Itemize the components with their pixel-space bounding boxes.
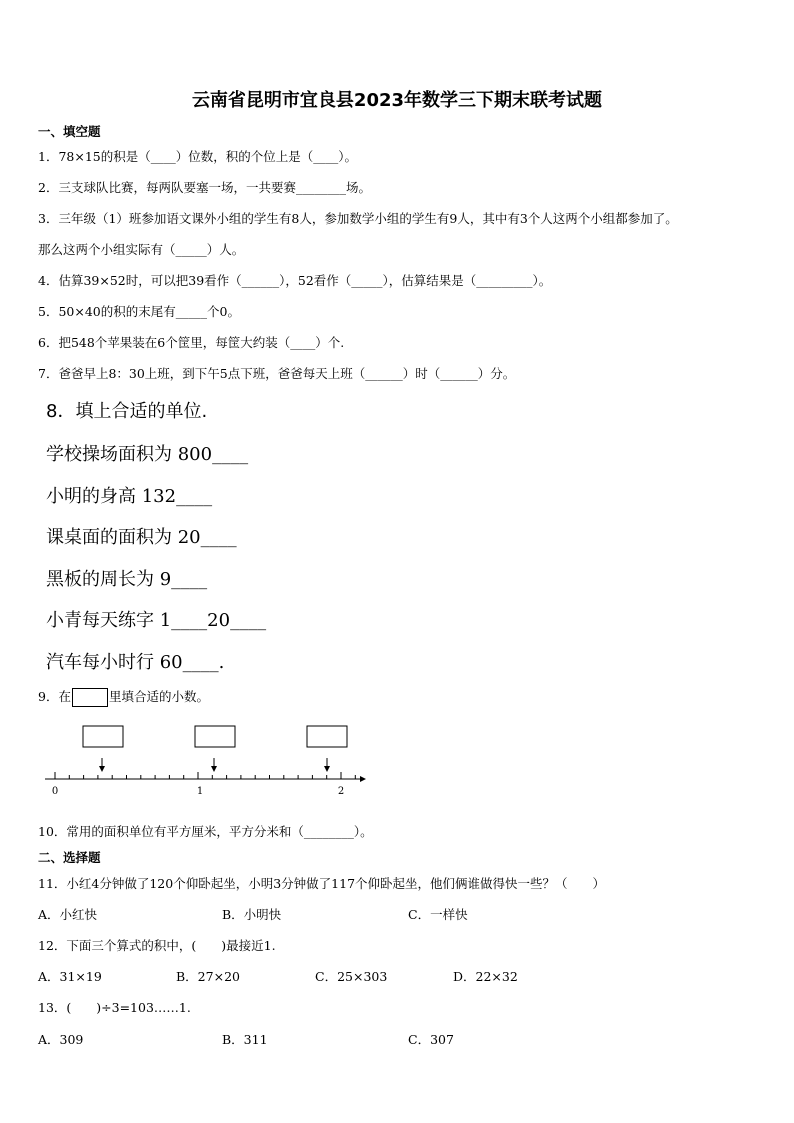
question-7: 7．爸爸早上8：30上班，到下午5点下班，爸爸每天上班（______）时（______）分。 [38, 366, 516, 381]
answer-box-3 [307, 726, 347, 747]
arrow-head-3 [324, 766, 330, 772]
q13-option-b: B．311 [222, 1032, 268, 1047]
axis-arrow-icon [360, 776, 366, 782]
q8-line-3: 课桌面的面积为 20____ [46, 527, 237, 548]
arrow-head-1 [99, 766, 105, 772]
tick-label-0: 0 [51, 786, 59, 797]
answer-box-1 [83, 726, 123, 747]
question-3-line-2: 那么这两个小组实际有（_____）人。 [38, 242, 245, 257]
question-12: 12．下面三个算式的积中，( )最接近1. [38, 938, 276, 953]
q12-option-a: A．31×19 [38, 969, 102, 984]
q12-option-b: B．27×20 [176, 969, 240, 984]
question-13: 13．( )÷3=103……1. [38, 1000, 191, 1015]
tick-label-1: 1 [196, 786, 204, 797]
question-4: 4．估算39×52时，可以把39看作（______），52看作（_____），估算结果是（_________）。 [38, 273, 552, 288]
q12-option-c: C．25×303 [315, 969, 388, 984]
q9-prefix: 9．在 [38, 689, 71, 704]
question-2: 2．三支球队比赛，每两队要塞一场，一共要赛________场。 [38, 180, 371, 195]
question-11: 11．小红4分钟做了120个仰卧起坐，小明3分钟做了117个仰卧起坐，他们俩谁做得快一些？（ ） [38, 876, 606, 891]
section-heading-choice: 二、选择题 [38, 850, 101, 865]
question-10: 10．常用的面积单位有平方厘米，平方分米和（________）。 [38, 824, 373, 839]
q8-line-6: 汽车每小时行 60____. [46, 652, 225, 673]
tick-label-2: 2 [337, 786, 345, 797]
q8-line-1: 学校操场面积为 800____ [46, 444, 249, 465]
question-5: 5．50×40的积的末尾有_____个0。 [38, 304, 240, 319]
question-1: 1．78×15的积是（____）位数，积的个位上是（____）。 [38, 149, 357, 164]
question-3-line-1: 3．三年级（1）班参加语文课外小组的学生有8人，参加数学小组的学生有9人，其中有3个人这两个小组都参加了。 [38, 211, 678, 226]
q8-line-5: 小青每天练字 1____20____ [46, 610, 267, 631]
q13-option-a: A．309 [38, 1032, 84, 1047]
page-title: 云南省昆明市宜良县2023年数学三下期末联考试题 [191, 90, 603, 111]
axis-ticks [55, 772, 355, 779]
question-6: 6．把548个苹果装在6个筐里，每筐大约装（____）个. [38, 335, 345, 350]
q11-option-b: B．小明快 [222, 907, 282, 922]
q12-option-d: D．22×32 [453, 969, 518, 984]
q11-option-c: C．一样快 [408, 907, 468, 922]
question-9 [38, 687, 209, 707]
q8-line-2: 小明的身高 132____ [46, 486, 213, 507]
q8-line-4: 黑板的周长为 9____ [46, 569, 208, 590]
answer-box [72, 688, 108, 707]
section-heading-fill-blank: 一、填空题 [38, 124, 101, 139]
q11-option-a: A．小红快 [38, 907, 98, 922]
arrow-head-2 [211, 766, 217, 772]
answer-box-2 [195, 726, 235, 747]
question-8: 8．填上合适的单位. [46, 401, 208, 422]
q13-option-c: C．307 [408, 1032, 454, 1047]
q9-suffix: 里填合适的小数。 [108, 689, 209, 704]
number-line-figure [40, 720, 380, 800]
